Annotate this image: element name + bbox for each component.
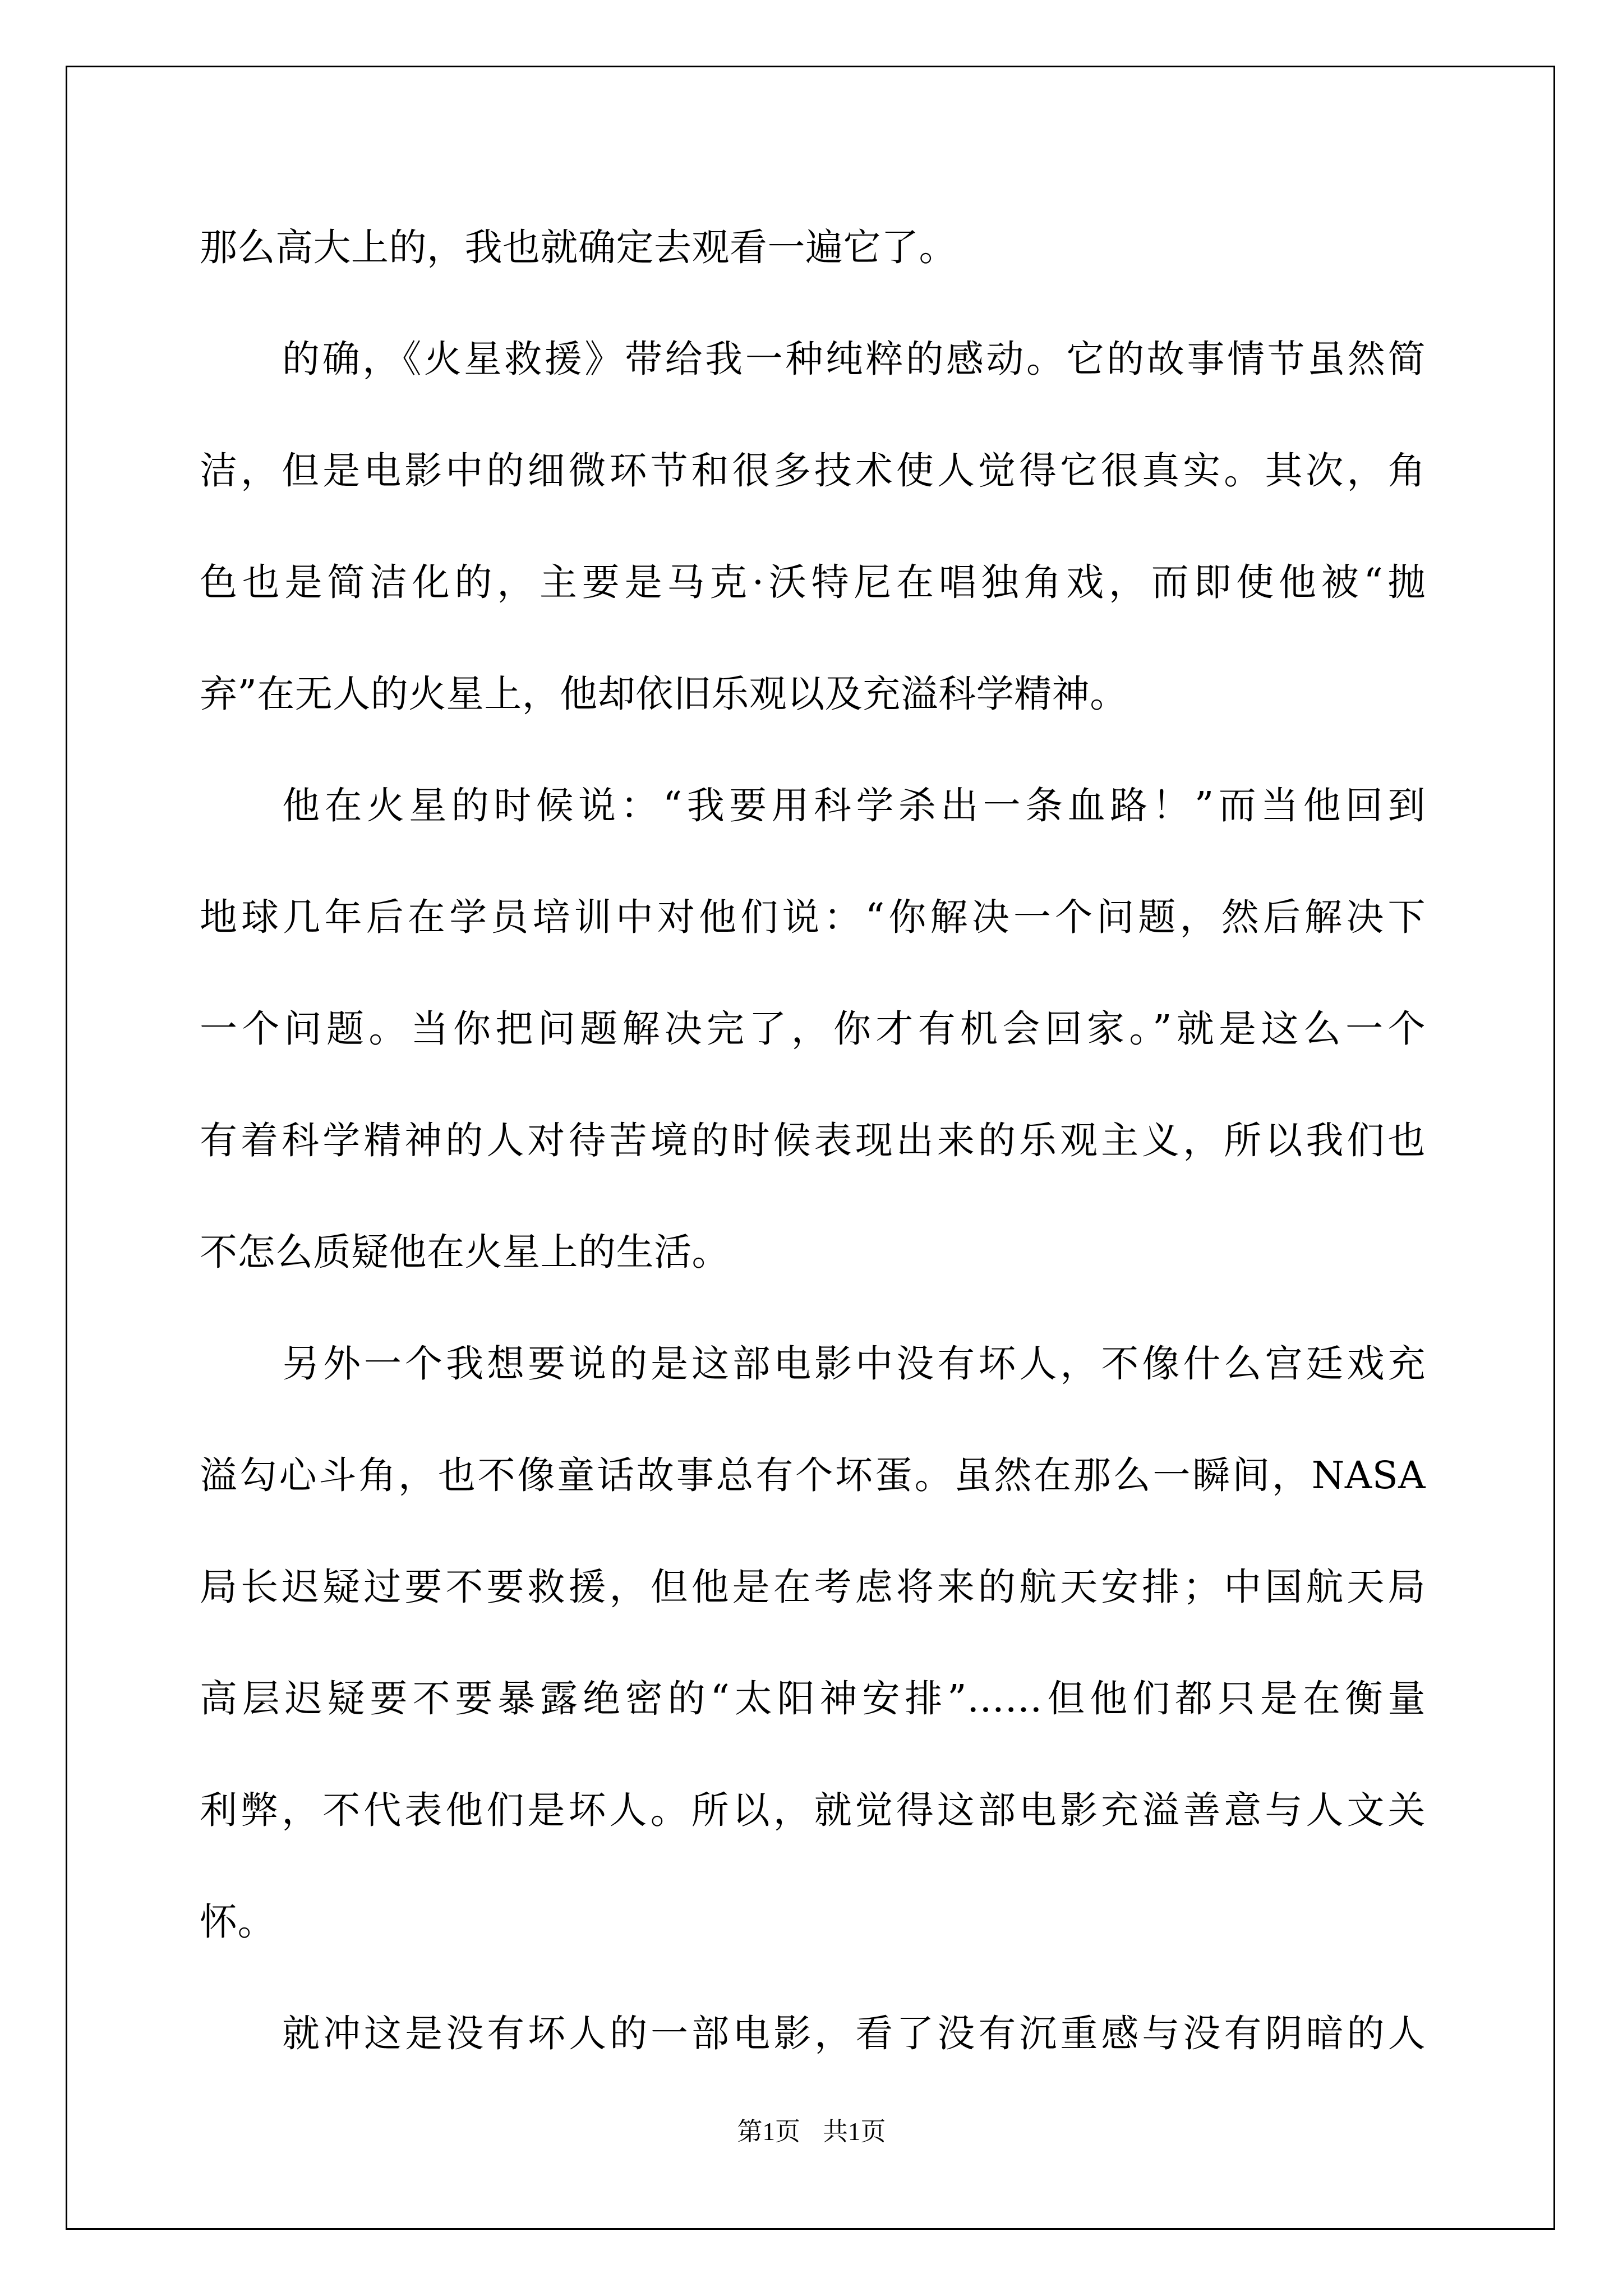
text-line: 洁，但是电影中的细微环节和很多技术使人觉得它很真实。其次，角 (200, 449, 1426, 493)
text-line: 溢勾心斗角，也不像童话故事总有个坏蛋。虽然在那么一瞬间，NASA (200, 1453, 1426, 1497)
text-line: 局长迟疑过要不要救援，但他是在考虑将来的航天安排；中国航天局 (200, 1565, 1426, 1609)
text-line: 地球几年后在学员培训中对他们说：“你解决一个问题，然后解决下 (200, 895, 1426, 939)
page-total: 共1页 (823, 2118, 886, 2146)
text-line: 怀。 (200, 1900, 275, 1944)
page-number: 第1页 (737, 2118, 800, 2146)
text-line: 那么高大上的，我也就确定去观看一遍它了。 (200, 226, 957, 269)
document-body (200, 211, 1426, 2109)
text-line: 色也是简洁化的，主要是马克·沃特尼在唱独角戏，而即使他被“抛 (200, 560, 1426, 604)
text-line: 一个问题。当你把问题解决完了，你才有机会回家。”就是这么一个 (200, 1007, 1426, 1051)
text-line: 弃”在无人的火星上，他却依旧乐观以及充溢科学精神。 (200, 672, 1128, 716)
page-footer (0, 2115, 1623, 2148)
text-line: 就冲这是没有坏人的一部电影，看了没有沉重感与没有阴暗的人 (282, 2012, 1426, 2055)
text-line: 他在火星的时候说：“我要用科学杀出一条血路！”而当他回到 (282, 784, 1426, 827)
text-line: 另外一个我想要说的是这部电影中没有坏人，不像什么宫廷戏充 (282, 1342, 1426, 1386)
text-line: 的确，《火星救援》带给我一种纯粹的感动。它的故事情节虽然简 (282, 337, 1426, 381)
text-line: 不怎么质疑他在火星上的生活。 (200, 1230, 730, 1274)
text-line: 利弊，不代表他们是坏人。所以，就觉得这部电影充溢善意与人文关 (200, 1788, 1426, 1832)
text-line: 有着科学精神的人对待苦境的时候表现出来的乐观主义，所以我们也 (200, 1119, 1426, 1162)
text-line: 高层迟疑要不要暴露绝密的“太阳神安排”……但他们都只是在衡量 (200, 1677, 1426, 1720)
